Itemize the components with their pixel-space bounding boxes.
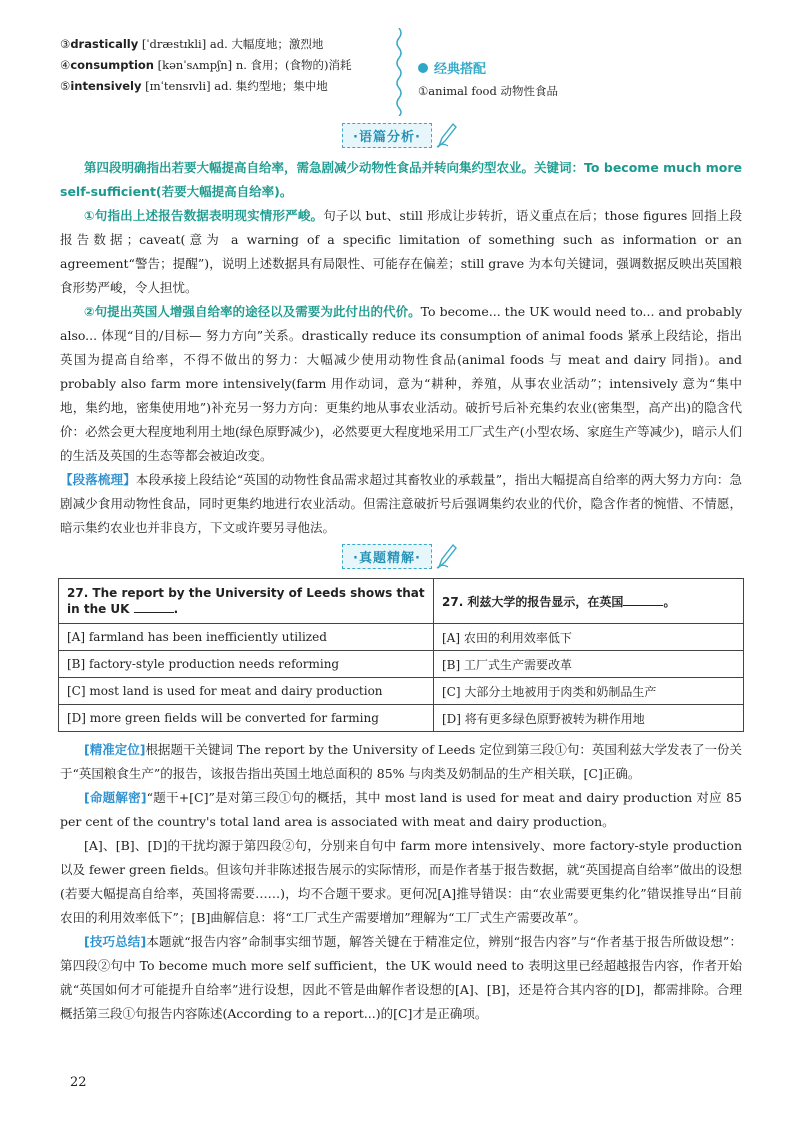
decode-tag: [命题解密] <box>84 790 147 805</box>
table-row <box>59 624 744 651</box>
option-a-en: [A] farmland has been inefficiently utilized <box>59 624 434 651</box>
vocab-num: ⑤ <box>60 79 71 93</box>
dot-icon <box>418 63 428 73</box>
summary-tag: 【段落梳理】 <box>60 472 136 487</box>
vocab-def: n. 食用；(食物的)消耗 <box>235 58 352 72</box>
section-banner-questions <box>0 543 800 569</box>
banner-label: ·真题精解· <box>342 544 432 569</box>
option-a-cn: [A] 农田的利用效率低下 <box>434 624 744 651</box>
stem-cn-text: 27. 利兹大学的报告显示，在英国 <box>442 594 624 609</box>
vocab-num: ③ <box>60 37 71 51</box>
pen-icon <box>436 543 458 569</box>
locate-tag: [精准定位] <box>84 742 146 757</box>
vocab-def: ad. 集约型地；集中地 <box>214 79 328 93</box>
question-table <box>58 578 744 732</box>
collocation-item: ①animal food 动物性食品 <box>418 84 558 98</box>
analysis-body <box>60 156 742 540</box>
table-row <box>59 705 744 732</box>
vocab-def: ad. 大幅度地；激烈地 <box>209 37 324 51</box>
analysis-para-2 <box>60 300 742 468</box>
section-banner-analysis <box>0 122 800 148</box>
analysis-para-2-key: ②句提出英国人增强自给率的途径以及需要为此付出的代价。 <box>84 304 421 319</box>
table-row <box>59 579 744 624</box>
decode-para-2: [A]、[B]、[D]的干扰均源于第四段②句，分别来自句中 farm more intensively、more factory-style production 以及 fewer green fields。但该句并非陈述报告展示的实际情形，而是作者基于报告数据，就“英国提高自给率”做出的设想(若要大幅提高自给率，英国将需要……)，均不合题干要求。更何况[A]推导错误：由“农业需要更集约化”错误推导出“目前农田的利用效率低下”；[B]曲解信息：将“工厂式生产需要增加”理解为“工厂式生产需要改革”。 <box>60 838 742 925</box>
tip-tag: [技巧总结] <box>84 934 147 949</box>
analysis-para-1-key: ①句指出上述报告数据表明现实情形严峻。 <box>84 208 324 223</box>
vocab-item <box>60 55 390 76</box>
vocab-phonetic: [kənˈsʌmpʃn] <box>157 58 233 72</box>
vocab-phonetic: [ɪnˈtensɪvli] <box>145 79 211 93</box>
summary-text: 本段承接上段结论“英国的动物性食品需求超过其畜牧业的承载量”，指出大幅提高自给率的两大努力方向：急剧减少食用动物性食品，同时更集约地进行农业活动。但需注意破折号后强调集约农业的代价，隐含作者的惋惜、不情愿，暗示集约农业也并非良方，下文或许要另寻他法。 <box>60 472 742 535</box>
locate-para <box>60 738 742 786</box>
collocation-title <box>418 58 748 77</box>
question-stem-cn <box>434 579 744 624</box>
answer-blank <box>623 593 663 606</box>
question-stem-en <box>59 579 434 624</box>
page-number: 22 <box>70 1075 87 1090</box>
vocab-num: ④ <box>60 58 71 72</box>
analysis-para-1-text: 句子以 but、still 形成让步转折，语义重点在后；those figures 回指上段报告数据；caveat(意为 a warning of a specific limitation of something such as information or an agreement“警告；提醒”)，说明上述数据具有局限性、可能存在偏差；still grave 为本句关键词，强调数据反映出英国粮食形势严峻，令人担忧。 <box>60 208 742 295</box>
analysis-para-1 <box>60 204 742 300</box>
analysis-intro: 第四段明确指出若要大幅提高自给率，需急剧减少动物性食品并转向集约型农业。关键词：To become much more self-sufficient(若要大幅提高自给率)。 <box>60 160 742 199</box>
wavy-divider <box>394 28 404 116</box>
decode-para <box>60 786 742 834</box>
tip-para <box>60 930 742 1026</box>
answer-blank <box>134 600 174 613</box>
option-b-cn: [B] 工厂式生产需要改革 <box>434 651 744 678</box>
summary-para <box>60 468 742 540</box>
option-d-en: [D] more green fields will be converted for farming <box>59 705 434 732</box>
analysis-para-2-text: To become... the UK would need to... and probably also... 体现“目的/目标— 努力方向”关系。drastically reduce its consumption of animal foods 紧承上段结论，指出英国为提高自给率，不得不做出的努力：大幅减少使用动物性食品(animal foods 与 meat and dairy 同指)。and probably also farm more intensively(farm 用作动词，意为“耕种，养殖，从事农业活动”；intensively 意为“集中地，集约地，密集使用地”)补充另一努力方向：更集约地从事农业活动。破折号后补充集约农业(密集型，高产出)的隐含代价：必然会更大程度地利用土地(绿色原野减少)，必然要更大程度地采用工厂式生产(小型农场、家庭生产等减少)，暗示人们的生活及英国的生态等都会被迫改变。 <box>60 304 743 463</box>
collocation-title-text: 经典搭配 <box>434 62 487 77</box>
option-c-cn: [C] 大部分土地被用于肉类和奶制品生产 <box>434 678 744 705</box>
vocab-phonetic: [ˈdræstɪkli] <box>141 37 207 51</box>
tip-text: 本题就“报告内容”命制事实细节题，解答关键在于精准定位，辨别“报告内容”与“作者基于报告所做设想”：第四段②句中 To become much more self sufficient，the UK would need to 表明这里已经超越报告内容，作者开始就“英国如何才可能提升自给率”进行设想，因此不管是曲解作者设想的[A]、[B]，还是符合其内容的[D]，都需排除。合理概括第三段①句报告内容陈述(According to a report...)的[C]才是正确项。 <box>60 934 742 1021</box>
pen-icon <box>436 122 458 148</box>
vocab-word: consumption <box>70 58 154 72</box>
vocab-word: intensively <box>70 79 142 93</box>
stem-en-text: 27. The report by the University of Leeds shows that in the UK <box>67 586 425 616</box>
vocab-item <box>60 34 390 55</box>
option-d-cn: [D] 将有更多绿色原野被转为耕作用地 <box>434 705 744 732</box>
locate-text: 根据题干关键词 The report by the University of Leeds 定位到第三段①句：英国利兹大学发表了一份关于“英国粮食生产”的报告，该报告指出英国土地总面积的 85% 与肉类及奶制品的生产相关联，[C]正确。 <box>60 742 743 781</box>
banner-label: ·语篇分析· <box>342 123 432 148</box>
explanation-body <box>60 738 742 1026</box>
collocation-box <box>418 58 748 99</box>
option-b-en: [B] factory-style production needs reforming <box>59 651 434 678</box>
table-row <box>59 678 744 705</box>
vocab-item <box>60 76 390 97</box>
stem-en-end: . <box>173 602 179 616</box>
table-row <box>59 651 744 678</box>
stem-cn-end: 。 <box>663 594 676 609</box>
vocab-word: drastically <box>70 37 139 51</box>
vocab-list <box>60 34 390 97</box>
option-c-en: [C] most land is used for meat and dairy production <box>59 678 434 705</box>
decode-text: “题干+[C]”是对第三段①句的概括，其中 most land is used for meat and dairy production 对应 85 per cent of the country's total land area is associated with meat and dairy production。 <box>60 790 742 829</box>
